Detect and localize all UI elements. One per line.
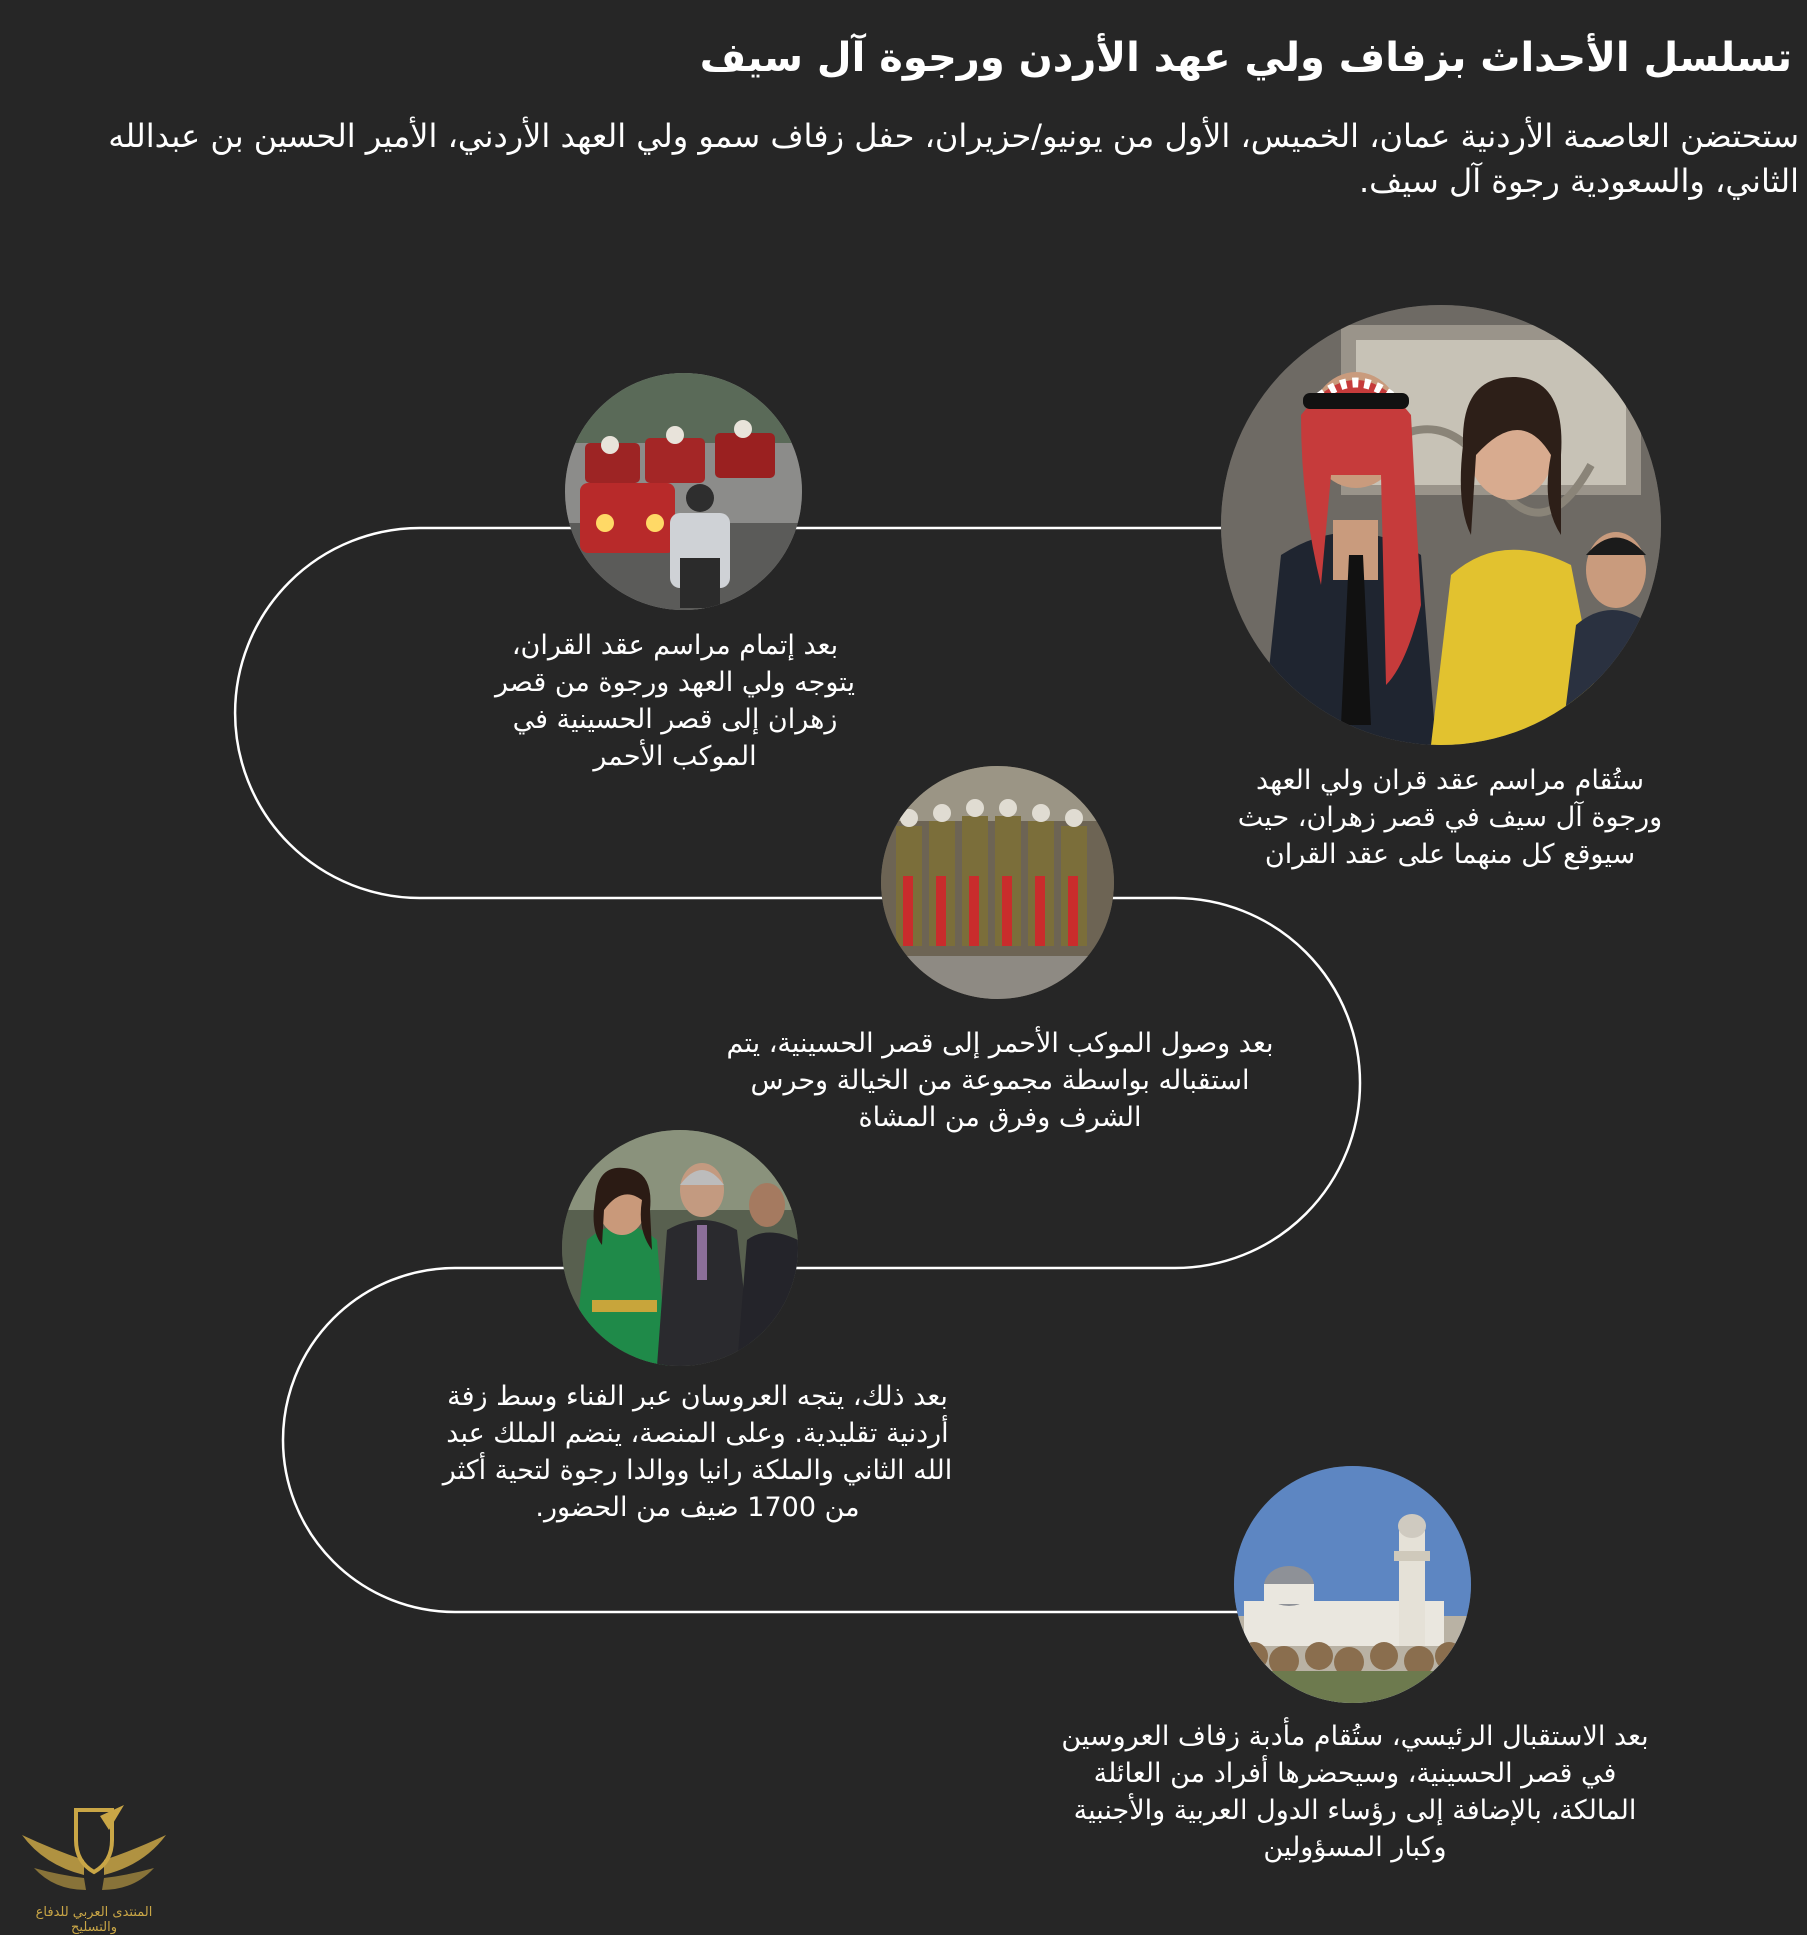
king-queen-photo	[562, 1130, 798, 1366]
couple-portrait-photo	[1221, 305, 1661, 745]
step-3-caption: بعد وصول الموكب الأحمر إلى قصر الحسينية، يتم استقباله بواسطة مجموعة من الخيالة وحرس الشرف وفرق من المشاة	[726, 1028, 1274, 1133]
palace-mosque-photo	[1234, 1466, 1471, 1703]
step-2-caption: بعد إتمام مراسم عقد القران، يتوجه ولي العهد ورجوة من قصر زهران إلى قصر الحسينية في الموكب الأحمر	[495, 630, 855, 772]
page-title: تسلسل الأحداث بزفاف ولي عهد الأردن ورجوة آل سيف	[699, 35, 1792, 81]
step-1-caption: ستُقام مراسم عقد قران ولي العهد ورجوة آل سيف في قصر زهران، حيث سيوقع كل منهما على عقد القران	[1237, 765, 1663, 870]
step-5-caption: بعد الاستقبال الرئيسي، ستُقام مأدبة زفاف العروسين في قصر الحسينية، وسيحضرها أفراد من العائلة المالكة، بالإضافة إلى رؤساء الدول العربية والأجنبية وكبار المسؤولين	[1061, 1721, 1649, 1863]
watermark-text: المنتدى العربي للدفاع والتسليح	[35, 1905, 153, 1935]
intro-paragraph: ستحتضن العاصمة الأردنية عمان، الخميس، الأول من يونيو/حزيران، حفل زفاف سمو ولي العهد الأردني، الأمير الحسين بن عبدالله الثاني، والسعودية رجوة آل سيف.	[108, 117, 1799, 200]
red-motorcade-photo	[565, 373, 802, 610]
honor-guard-photo	[881, 766, 1114, 999]
step-4-caption: بعد ذلك، يتجه العروسان عبر الفناء وسط زفة أردنية تقليدية. وعلى المنصة، ينضم الملك عبد الله الثاني والملكة رانيا ووالدا رجوة لتحية أكثر من 1700 ضيف من الحضور.	[442, 1381, 953, 1523]
